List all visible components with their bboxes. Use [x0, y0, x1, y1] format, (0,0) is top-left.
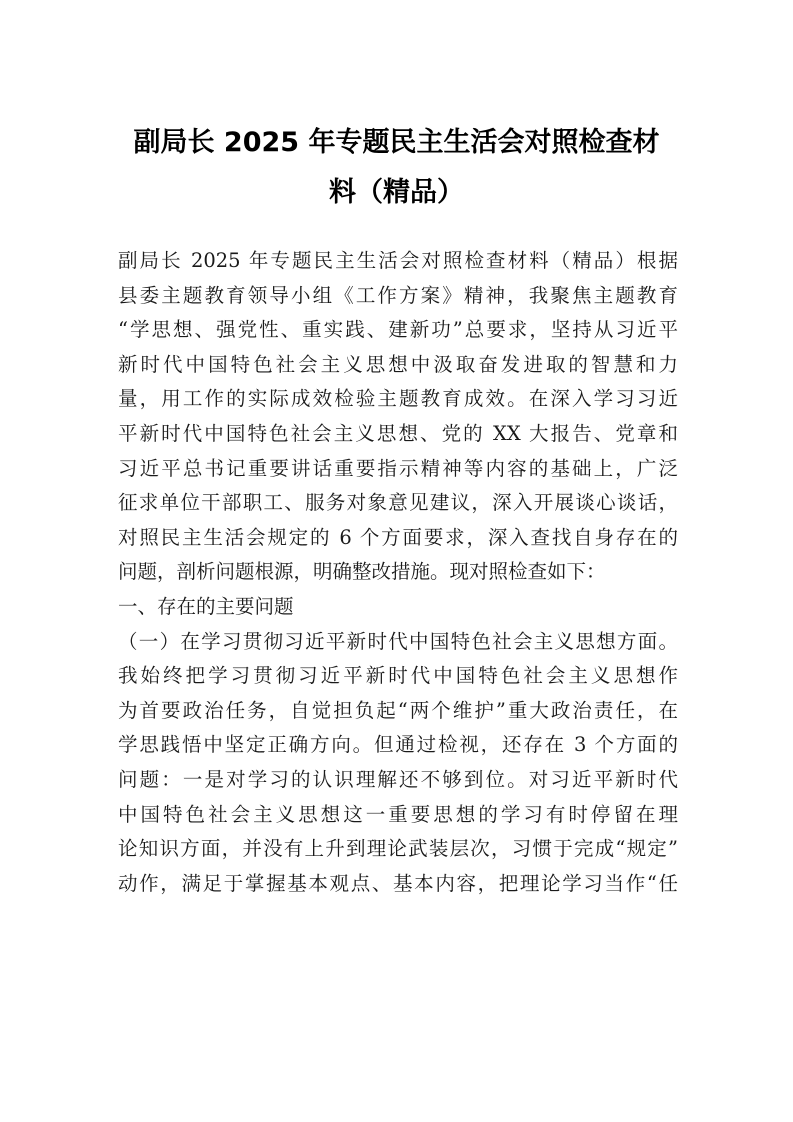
body-line: 问题，剖析问题根源，明确整改措施。现对照检查如下： [118, 560, 606, 584]
body-line: 习近平总书记重要讲话重要指示精神等内容的基础上，广泛 [118, 456, 678, 480]
body-line: 征求单位干部职工、服务对象意见建议，深入开展谈心谈话， [118, 491, 678, 515]
body-line: 论知识方面，并没有上升到理论武装层次，习惯于完成“规定” [118, 837, 678, 861]
document-body [118, 244, 678, 901]
body-line: 为首要政治任务，自觉担负起“两个维护”重大政治责任，在 [118, 698, 678, 722]
body-line: 县委主题教育领导小组《工作方案》精神，我聚焦主题教育 [118, 283, 678, 307]
title-line-1: 副局长 2025 年专题民主生活会对照检查材 [133, 127, 660, 158]
body-line: 平新时代中国特色社会主义思想、党的 XX 大报告、党章和 [118, 421, 678, 445]
body-line: 中国特色社会主义思想这一重要思想的学习有时停留在理 [118, 802, 678, 826]
body-line: 新时代中国特色社会主义思想中汲取奋发进取的智慧和力 [118, 352, 678, 376]
body-line: 学思践悟中坚定正确方向。但通过检视，还存在 3 个方面的 [118, 733, 678, 757]
body-line: “学思想、强党性、重实践、建新功”总要求，坚持从习近平 [118, 318, 678, 342]
body-line: 副局长 2025 年专题民主生活会对照检查材料（精品）根据 [118, 249, 678, 272]
subsection-heading: （一）在学习贯彻习近平新时代中国特色社会主义思想方面。 [118, 629, 678, 653]
body-line: 问题：一是对学习的认识理解还不够到位。对习近平新时代 [118, 767, 678, 791]
body-line: 量，用工作的实际成效检验主题教育成效。在深入学习习近 [118, 387, 678, 411]
document-title [118, 118, 675, 218]
body-line: 我始终把学习贯彻习近平新时代中国特色社会主义思想作 [118, 664, 678, 688]
section-heading: 一、存在的主要问题 [118, 594, 294, 618]
body-line: 动作，满足于掌握基本观点、基本内容，把理论学习当作“任 [118, 871, 678, 895]
title-line-2: 料（精品） [329, 177, 464, 208]
body-line: 对照民主生活会规定的 6 个方面要求，深入查找自身存在的 [118, 525, 678, 549]
